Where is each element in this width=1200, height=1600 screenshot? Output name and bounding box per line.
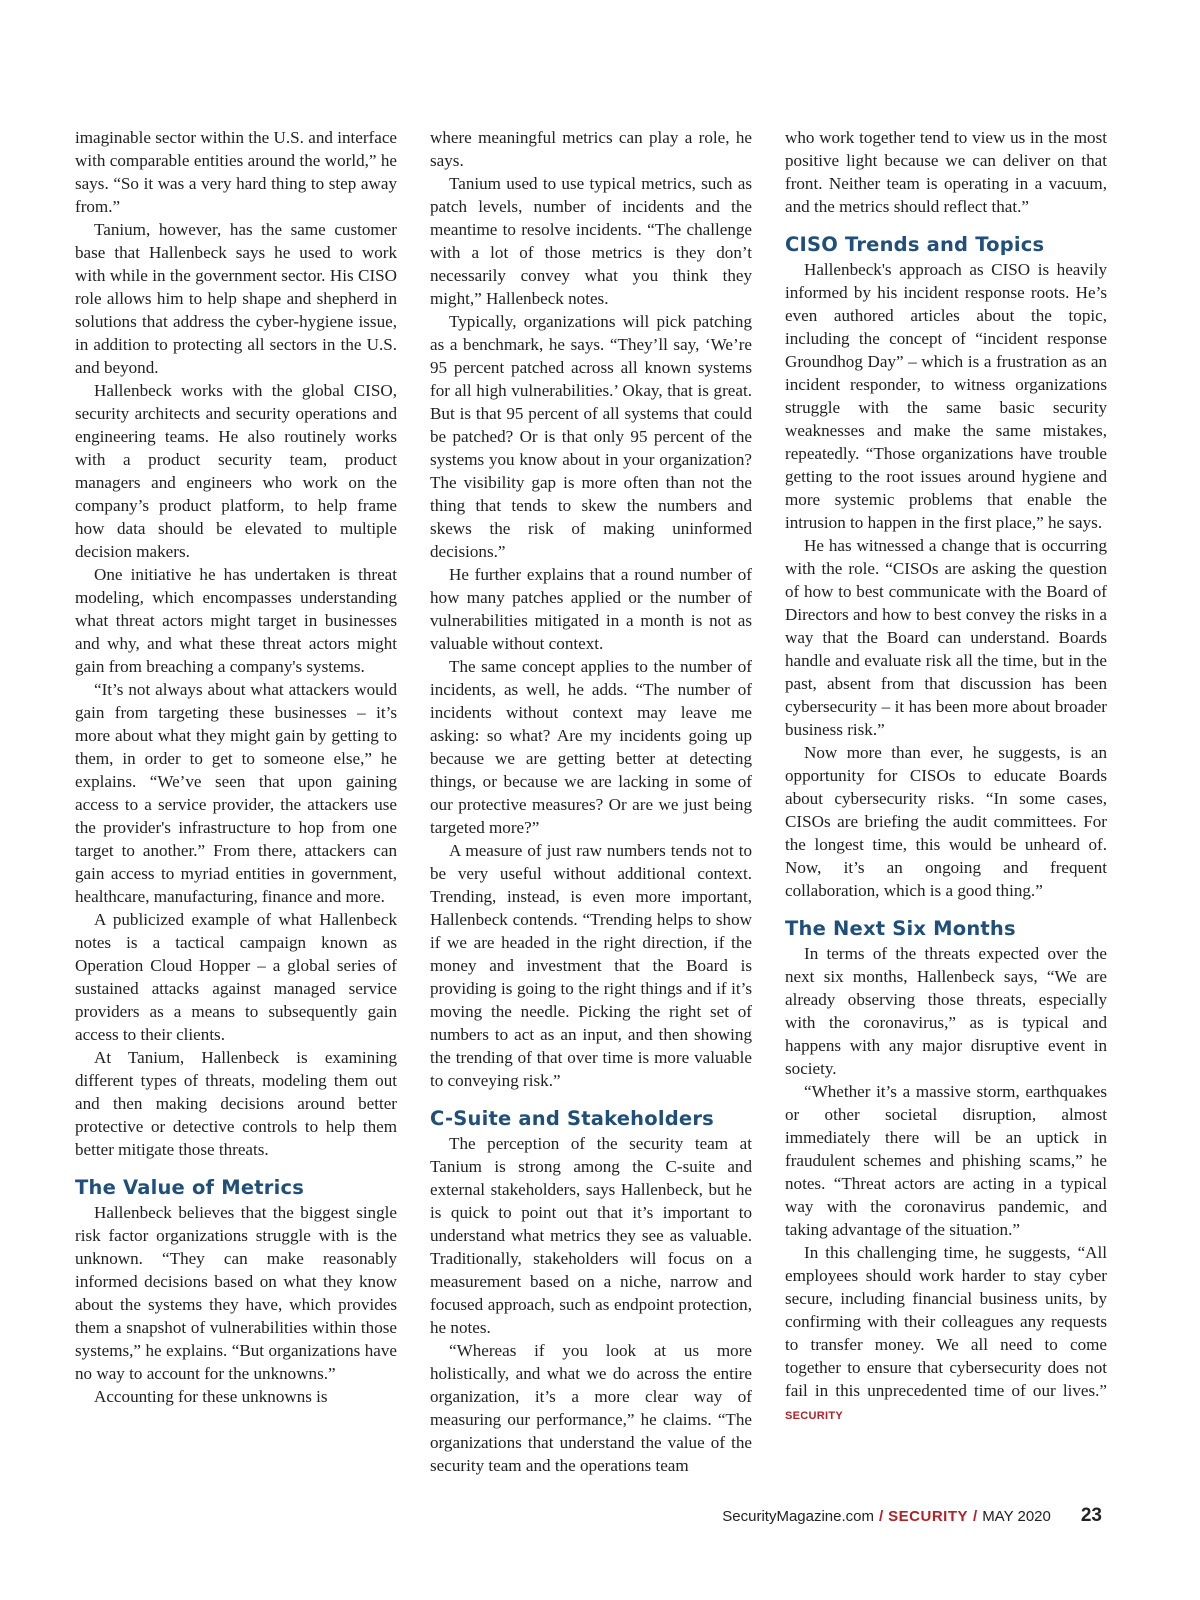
- paragraph: Now more than ever, he suggests, is an opportunity for CISOs to educate Boards about cybersecurity risks. “In some cases, CISOs are briefing the audit committees. For the longest time, this would be unheard of. Now, it’s an ongoing and frequent collaboration, which is a good thing.”: [785, 743, 1107, 900]
- column-1: [75, 126, 397, 1408]
- footer-website: SecurityMagazine.com: [722, 1508, 874, 1525]
- section-heading-csuite: C-Suite and Stakeholders: [430, 1107, 714, 1130]
- paragraph-last-text: In this challenging time, he suggests, “All employees should work harder to stay cyber secure, including financial business units, by confirming with their colleagues any requests to transfer money. We all need to come together to ensure that cybersecurity does not fail in this unprecedented time of our lives.”: [785, 1243, 1107, 1400]
- paragraph: A measure of just raw numbers tends not to be very useful without additional context. Trending, instead, is even more important, Hallenbeck contends. “Trending helps to show if we are headed in the right direction, if the money and investment that the Board is providing is going to the right things and if it’s moving the needle. Picking the right set of numbers to act as an input, and then showing the trending of that over time is more valuable to conveying risk.”: [430, 841, 752, 1090]
- paragraph: Hallenbeck works with the global CISO, security architects and security operations and engineering teams. He also routinely works with a product security team, product managers and engineers who work on the company’s product platform, to help frame how data should be elevated to multiple decision makers.: [75, 381, 397, 561]
- footer-separator: /: [879, 1508, 884, 1525]
- paragraph: “It’s not always about what attackers would gain from targeting these businesses – it’s more about what they might gain by getting to them, in order to get to someone else,” he explains. “We’ve seen that upon gaining access to a service provider, the attackers use the provider's infrastructure to hop from one target to another.” From there, attackers can gain access to myriad entities in government, healthcare, manufacturing, finance and more.: [75, 680, 397, 906]
- paragraph: In terms of the threats expected over the next six months, Hallenbeck says, “We are already observing those threats, especially with the coronavirus,” as is typical and happens with any major disruptive event in society.: [785, 944, 1107, 1078]
- footer-separator: /: [973, 1508, 978, 1525]
- column-2: [430, 126, 752, 1477]
- paragraph: Typically, organizations will pick patching as a benchmark, he says. “They’ll say, ‘We’re 95 percent patched across all known systems for all high vulnerabilities.’ Okay, that is great. But is that 95 percent of all systems that could be patched? Or is that only 95 percent of the systems you know about in your organization? The visibility gap is more often than not the thing that tends to skew the numbers and skews the risk of making uninformed decisions.”: [430, 312, 752, 561]
- paragraph: A publicized example of what Hallenbeck notes is a tactical campaign known as Operation Cloud Hopper – a global series of sustained attacks against managed service providers as a means to subsequently gain access to their clients.: [75, 910, 397, 1044]
- paragraph: One initiative he has undertaken is threat modeling, which encompasses understanding what threat actors might target in businesses and why, and what these threat actors might gain from breaching a company's systems.: [75, 565, 397, 676]
- paragraph: imaginable sector within the U.S. and interface with comparable entities around the world,” he says. “So it was a very hard thing to step away from.”: [75, 128, 397, 216]
- paragraph: He has witnessed a change that is occurring with the role. “CISOs are asking the question of how to best communicate with the Board of Directors and how to best convey the risks in a way that the Board can understand. Boards handle and evaluate risk all the time, but in the past, absent from that discussion has been cybersecurity – it has been more about broader business risk.”: [785, 536, 1107, 739]
- paragraph: He further explains that a round number of how many patches applied or the number of vulnerabilities mitigated in a month is not as valuable without context.: [430, 565, 752, 653]
- section-heading-value-of-metrics: The Value of Metrics: [75, 1176, 305, 1199]
- paragraph: “Whether it’s a massive storm, earthquakes or other societal disruption, almost immediately there will be an uptick in fraudulent schemes and phishing scams,” he notes. “Threat actors are acting in a typical way with the coronavirus pandemic, and taking advantage of the situation.”: [785, 1082, 1107, 1239]
- paragraph-last: [785, 1241, 1107, 1428]
- paragraph: Hallenbeck believes that the biggest single risk factor organizations struggle with is the unknown. “They can make reasonably informed decisions based on what they know about the systems they have, which provides them a snapshot of vulnerabilities within those systems,” he explains. “But organizations have no way to account for the unknowns.”: [75, 1203, 397, 1383]
- paragraph: The same concept applies to the number of incidents, as well, he adds. “The number of incidents without context may leave me asking: so what? Are my incidents going up because we are getting better at detecting things, or because we are lacking in some of our protective measures? Or are we just being targeted more?”: [430, 657, 752, 837]
- paragraph: Hallenbeck's approach as CISO is heavily informed by his incident response roots. He’s even authored articles about the topic, including the concept of “incident response Groundhog Day” – which is a frustration as an incident responder, to witness organizations struggle with the same basic security weaknesses and make the same mistakes, repeatedly. “Those organizations have trouble getting to the root issues around hygiene and more systemic problems that enable the intrusion to happen in the first place,” he says.: [785, 260, 1107, 532]
- paragraph: Tanium, however, has the same customer base that Hallenbeck says he used to work with while in the government sector. His CISO role allows him to help shape and shepherd in solutions that address the cyber-hygiene issue, in addition to protecting all sectors in the U.S. and beyond.: [75, 220, 397, 377]
- paragraph: where meaningful metrics can play a role, he says.: [430, 128, 752, 170]
- paragraph: The perception of the security team at Tanium is strong among the C-suite and external stakeholders, says Hallenbeck, but he is quick to point out that it’s important to understand what metrics they see as valuable. Traditionally, stakeholders will focus on a measurement based on a niche, narrow and focused approach, such as endpoint protection, he notes.: [430, 1134, 752, 1337]
- paragraph: who work together tend to view us in the most positive light because we can deliver on that front. Neither team is operating in a vacuum, and the metrics should reflect that.”: [785, 128, 1107, 216]
- paragraph: “Whereas if you look at us more holistically, and what we do across the entire organization, it’s a more clear way of measuring our performance,” he claims. “The organizations that understand the value of the security team and the operations team: [430, 1341, 752, 1475]
- footer-issue: MAY 2020: [982, 1508, 1051, 1525]
- end-mark: SECURITY: [785, 1410, 844, 1422]
- paragraph: Accounting for these unknowns is: [94, 1387, 328, 1406]
- section-heading-next-six-months: The Next Six Months: [785, 917, 1016, 940]
- page-footer: [722, 1505, 1102, 1527]
- paragraph: At Tanium, Hallenbeck is examining different types of threats, modeling them out and then making decisions around better protective or detective controls to help them better mitigate those threats.: [75, 1048, 397, 1159]
- page-number: 23: [1080, 1505, 1102, 1526]
- column-3: [785, 126, 1107, 1428]
- section-heading-ciso-trends: CISO Trends and Topics: [785, 233, 1045, 256]
- paragraph: Tanium used to use typical metrics, such as patch levels, number of incidents and the meantime to resolve incidents. “The challenge with a lot of those metrics is they don’t necessarily convey what you think they might,” Hallenbeck notes.: [430, 174, 752, 308]
- footer-magazine: SECURITY: [888, 1508, 969, 1525]
